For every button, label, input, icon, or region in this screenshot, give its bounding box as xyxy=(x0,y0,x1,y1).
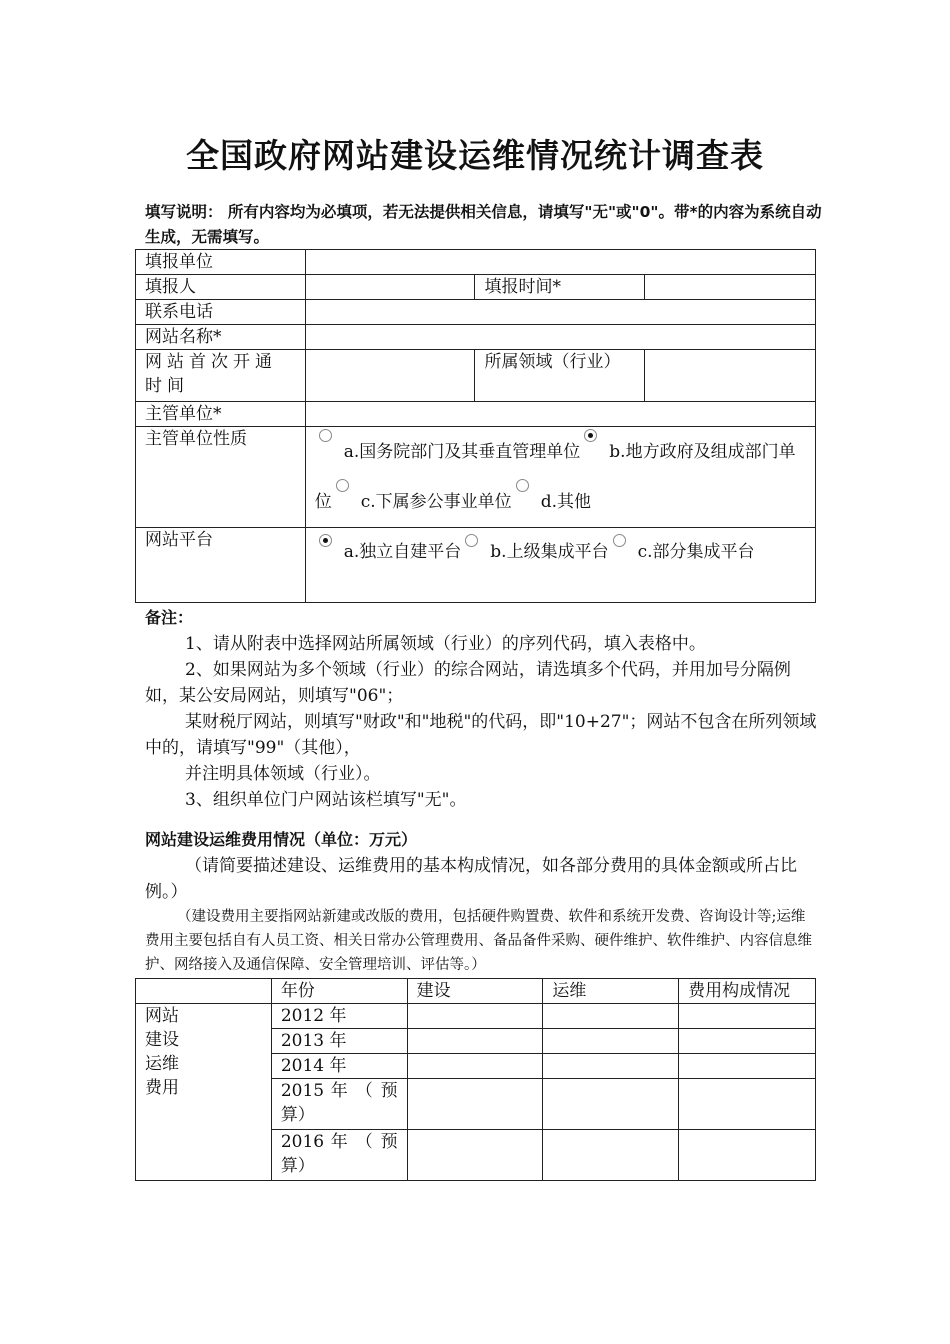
cell-input[interactable] xyxy=(407,1130,543,1181)
option-supervisor-c: c.下属参公事业单位 xyxy=(360,492,512,512)
radio-platform-a[interactable] xyxy=(319,534,332,547)
supervisor-type-options xyxy=(305,427,815,528)
instructions: 填写说明： 所有内容均为必填项，若无法提供相关信息，请填写"无"或"0"。带*的内容为系统自动生成，无需填写。 xyxy=(145,203,822,246)
cell-input[interactable] xyxy=(543,1004,679,1029)
cost-table xyxy=(135,978,816,1181)
cell-input[interactable] xyxy=(679,1004,816,1029)
domain-input[interactable] xyxy=(645,350,816,402)
cost-heading: 网站建设运维费用情况（单位：万元） xyxy=(145,830,418,849)
cost-desc-2: （建设费用主要指网站新建或改版的费用，包括硬件购置费、软件和系统开发费、咨询设计等;运维费用主要包括自有人员工资、相关日常办公管理费用、备品备件采购、硬件维护、软件维护、内容信息维护、网络接入及通信保障、安全管理培训、评估等。） xyxy=(145,909,812,973)
supervisor-type-label: 主管单位性质 xyxy=(136,427,306,528)
page-title: 全国政府网站建设运维情况统计调查表 xyxy=(186,136,764,175)
supervisor-input xyxy=(305,402,815,427)
notes-line-5: 3、组织单位门户网站该栏填写"无"。 xyxy=(185,790,467,810)
filler-input[interactable] xyxy=(305,275,475,300)
cell-input[interactable] xyxy=(407,1029,543,1054)
survey-form-table xyxy=(135,249,816,603)
fill-time-label: 填报时间* xyxy=(475,275,645,300)
fill-time-input xyxy=(645,275,816,300)
year-2012: 2012 年 xyxy=(271,1004,407,1029)
platform-label: 网站平台 xyxy=(136,528,306,603)
notes-line-3: 某财税厅网站，则填写"财政"和"地税"的代码，即"10+27"；网站不包含在所列领域中的，请填写"99"（其他）， xyxy=(145,712,817,758)
cell-input[interactable] xyxy=(679,1079,816,1130)
notes-line-1: 1、请从附表中选择网站所属领域（行业）的序列代码，填入表格中。 xyxy=(185,634,706,654)
cell-input[interactable] xyxy=(543,1029,679,1054)
platform-options xyxy=(305,528,815,603)
first-open-input[interactable] xyxy=(305,350,475,402)
cost-header-ops: 运维 xyxy=(543,979,679,1004)
year-2013: 2013 年 xyxy=(271,1029,407,1054)
option-supervisor-d: d.其他 xyxy=(540,492,591,512)
unit-input[interactable] xyxy=(305,250,815,275)
notes-heading: 备注： xyxy=(145,608,194,627)
cost-section xyxy=(145,827,817,977)
year-2016: 2016 年 （ 预算） xyxy=(271,1130,407,1181)
radio-platform-c[interactable] xyxy=(613,534,626,547)
notes-section xyxy=(145,605,817,813)
first-open-label: 网站首次开通时间 xyxy=(136,350,306,402)
domain-label: 所属领域（行业） xyxy=(475,350,645,402)
notes-line-2: 2、如果网站为多个领域（行业）的综合网站，请选填多个代码，并用加号分隔例如，某公安局网站，则填写"06"； xyxy=(145,660,791,706)
cell-input[interactable] xyxy=(407,1079,543,1130)
radio-supervisor-a[interactable] xyxy=(319,429,332,442)
cell-input[interactable] xyxy=(543,1079,679,1130)
radio-supervisor-d[interactable] xyxy=(516,479,529,492)
option-supervisor-b: b.地方政府及组成部门单位 xyxy=(314,442,796,512)
cost-desc-1: （请简要描述建设、运维费用的基本构成情况，如各部分费用的具体金额或所占比例。） xyxy=(145,856,797,902)
cell-input[interactable] xyxy=(679,1130,816,1181)
option-platform-c: c.部分集成平台 xyxy=(637,542,755,562)
radio-supervisor-b[interactable] xyxy=(584,429,597,442)
year-2014: 2014 年 xyxy=(271,1054,407,1079)
cost-row-label: 网站建设运维费用 xyxy=(136,1004,272,1181)
cell-input[interactable] xyxy=(679,1029,816,1054)
cell-input[interactable] xyxy=(407,1054,543,1079)
option-platform-b: b.上级集成平台 xyxy=(490,542,609,562)
cell-input[interactable] xyxy=(679,1054,816,1079)
cell-input[interactable] xyxy=(543,1054,679,1079)
option-supervisor-a: a.国务院部门及其垂直管理单位 xyxy=(343,442,581,462)
cost-header-blank xyxy=(136,979,272,1004)
year-2015: 2015 年 （ 预算） xyxy=(271,1079,407,1130)
supervisor-label: 主管单位* xyxy=(136,402,306,427)
option-platform-a: a.独立自建平台 xyxy=(343,542,462,562)
filler-label: 填报人 xyxy=(136,275,306,300)
cell-input[interactable] xyxy=(407,1004,543,1029)
cost-header-year: 年份 xyxy=(271,979,407,1004)
cost-header-composition: 费用构成情况 xyxy=(679,979,816,1004)
notes-line-4: 并注明具体领域（行业）。 xyxy=(185,764,381,784)
phone-input[interactable] xyxy=(305,300,815,325)
cell-input[interactable] xyxy=(543,1130,679,1181)
unit-label: 填报单位 xyxy=(136,250,306,275)
site-name-label: 网站名称* xyxy=(136,325,306,350)
site-name-input xyxy=(305,325,815,350)
cost-header-build: 建设 xyxy=(407,979,543,1004)
radio-platform-b[interactable] xyxy=(465,534,478,547)
phone-label: 联系电话 xyxy=(136,300,306,325)
radio-supervisor-c[interactable] xyxy=(336,479,349,492)
